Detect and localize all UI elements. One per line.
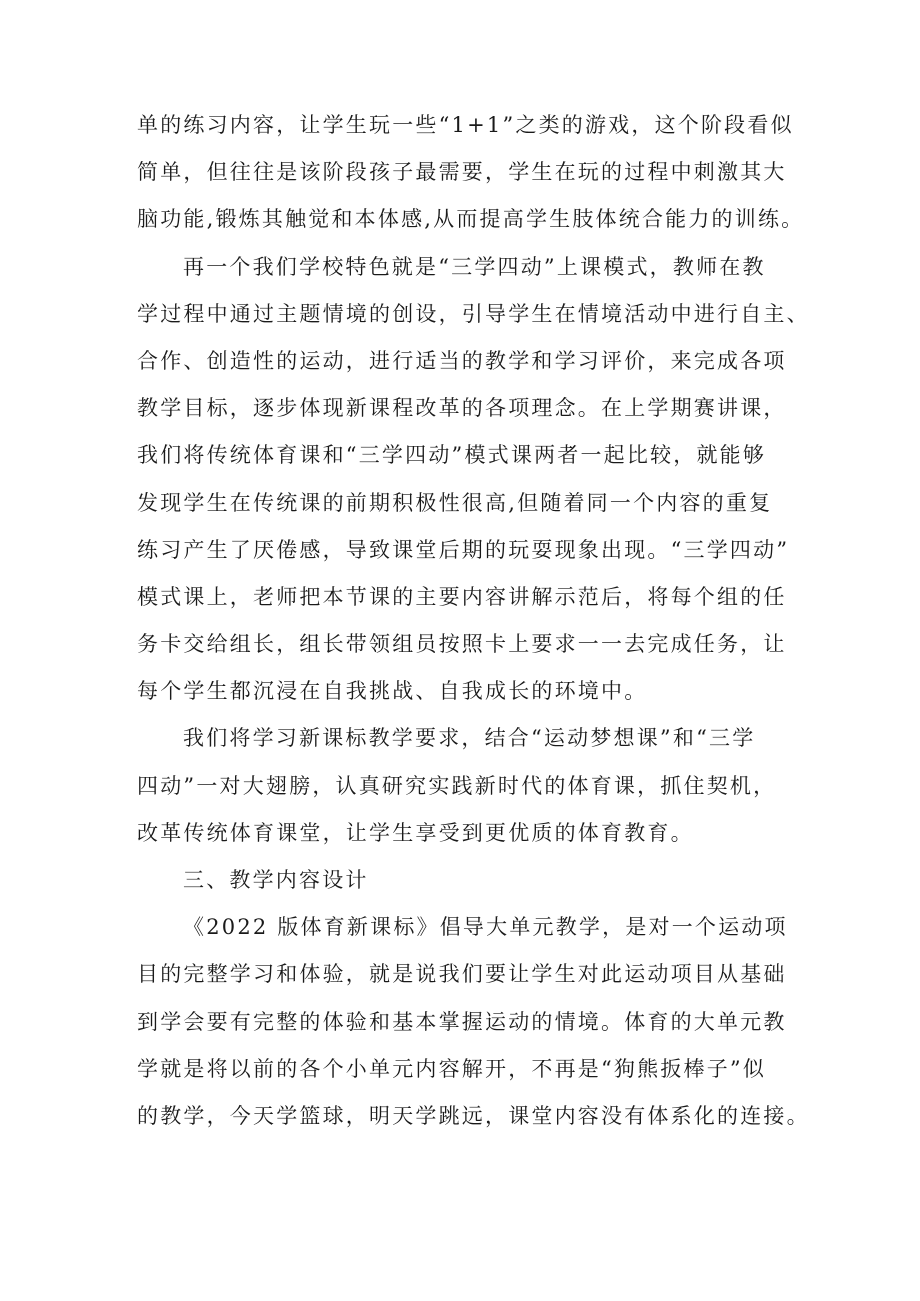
text-line: 练习产生了厌倦感，导致课堂后期的玩耍现象出现。“三学四动” — [137, 537, 790, 562]
paragraph-start-line: 我们将学习新课标教学要求，结合“运动梦想课”和“三学 — [183, 726, 756, 751]
text-line: 改革传统体育课堂，让学生享受到更优质的体育教育。 — [137, 820, 694, 845]
text-line: 模式课上，老师把本节课的主要内容讲解示范后，将每个组的任 — [137, 584, 787, 609]
text-line: 我们将传统体育课和“三学四动”模式课两者一起比较，就能够 — [137, 443, 767, 468]
text-line: 务卡交给组长，组长带领组员按照卡上要求一一去完成任务，让 — [137, 632, 787, 657]
paragraph-start-line: 《2022 版体育新课标》倡导大单元教学，是对一个运动项 — [183, 915, 788, 940]
text-line: 发现学生在传统课的前期积极性很高,但随着同一个内容的重复 — [137, 490, 773, 515]
text-line: 到学会要有完整的体验和基本掌握运动的情境。体育的大单元教 — [137, 1009, 787, 1034]
text-line: 单的练习内容，让学生玩一些“1+1”之类的游戏，这个阶段看似 — [137, 113, 794, 137]
text-line: 教学目标，逐步体现新课程改革的各项理念。在上学期赛讲课， — [137, 396, 787, 421]
text-line: 脑功能,锻炼其触觉和本体感,从而提高学生肢体统合能力的训练。 — [137, 207, 805, 232]
text-line: 每个学生都沉浸在自我挑战、自我成长的环境中。 — [137, 679, 648, 704]
text-line: 学就是将以前的各个小单元内容解开，不再是“狗熊扳棒子”似 — [137, 1056, 767, 1081]
section-heading: 三、教学内容设计 — [183, 868, 369, 892]
text-line: 的教学，今天学篮球，明天学跳远，课堂内容没有体系化的连接。 — [137, 1103, 810, 1128]
text-line: 合作、创造性的运动，进行适当的教学和学习评价，来完成各项 — [137, 348, 787, 373]
text-line: 学过程中通过主题情境的创设，引导学生在情境活动中进行自主、 — [137, 301, 810, 326]
text-line: 简单，但往往是该阶段孩子最需要，学生在玩的过程中刺激其大 — [137, 160, 787, 185]
text-line: 四动”一对大翅膀，认真研究实践新时代的体育课，抓住契机， — [137, 773, 777, 798]
text-line: 目的完整学习和体验，就是说我们要让学生对此运动项目从基础 — [137, 962, 787, 987]
document-body — [137, 102, 827, 1140]
paragraph-start-line: 再一个我们学校特色就是“三学四动”上课模式，教师在教 — [183, 254, 766, 279]
